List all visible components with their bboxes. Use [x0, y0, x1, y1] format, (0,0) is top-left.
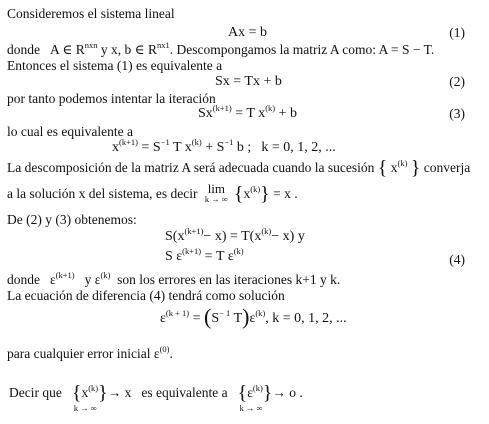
iteration-sentence: por tanto podemos intentar la iteración — [7, 91, 216, 106]
limit-sequence-sup: (k) — [250, 184, 261, 194]
equation-2-number: (2) — [449, 74, 465, 89]
close-brace: } — [260, 183, 270, 205]
close-brace: } — [410, 157, 421, 179]
eq5-epsilon-sup: (k + 1) — [165, 308, 190, 318]
difference-line — [7, 288, 285, 304]
equation-1-text: Ax = b — [228, 25, 268, 40]
equation-2-text: Sx = Tx + b — [215, 74, 282, 89]
xb-membership: y x, b ∈ R — [100, 42, 158, 57]
lim-word: lim — [207, 181, 226, 196]
eq4b-left-sup: (k+1) — [182, 246, 202, 256]
eq3-left: Sx — [198, 106, 213, 121]
close-brace: } — [262, 382, 273, 404]
equivalent-line — [7, 124, 133, 140]
eq4b-left: S ε — [165, 249, 183, 264]
error-and-k: y ε — [84, 272, 101, 287]
eq5-t: T — [233, 311, 243, 326]
errors-description: son los errores en las iteraciones k+1 y k. — [117, 272, 341, 287]
sequence-x-sup: (k) — [397, 158, 408, 168]
open-brace: { — [377, 157, 388, 179]
eq4a-mid-sup: (k) — [261, 226, 272, 236]
sequence-x: x — [390, 160, 398, 175]
final-x: x — [81, 385, 89, 400]
xb-dimension: nx1 — [157, 40, 170, 50]
eq4b-mid: = T ε — [204, 249, 234, 264]
equivalent-sentence: lo cual es equivalente a — [7, 124, 133, 139]
open-paren: ( — [204, 304, 212, 329]
decomposition-statement: . Descompongamos la matriz A como: A = S − T. — [169, 42, 435, 57]
final-subscript-2: k → ∞ — [239, 403, 263, 413]
equation-4-number: (4) — [449, 252, 465, 267]
a-dimension: nxn — [84, 40, 98, 50]
iter-plus-s: + S — [205, 140, 225, 155]
equation-5 — [160, 304, 347, 329]
eq5-s: S — [211, 311, 220, 326]
eq4a-mid: − x) = T(x — [203, 229, 262, 244]
initial-error-sentence: para cualquier error inicial — [7, 346, 151, 361]
open-brace: { — [237, 382, 248, 404]
iter-x: x — [112, 140, 119, 155]
difference-sentence: La ecuación de diferencia (4) tendrá como solución — [7, 288, 285, 303]
close-paren: ) — [242, 304, 250, 329]
iter-tx-sup: (k) — [191, 137, 202, 147]
eq3-mid: = T x — [235, 106, 266, 121]
then-line — [7, 58, 222, 74]
intro-sentence: Consideremos el sistema lineal — [7, 6, 175, 21]
solution-line — [7, 183, 298, 205]
final-x-sup: (k) — [88, 383, 99, 393]
eq3-mid-sup: (k) — [265, 103, 276, 113]
limit-sequence-x: x — [243, 186, 251, 201]
donde-word: donde — [7, 42, 40, 57]
eq4a-right: − x) y — [271, 229, 305, 244]
limit-equals-x: = x . — [273, 186, 298, 201]
eq5-epsilon: ε — [160, 311, 166, 326]
iteration-formula — [112, 137, 336, 156]
error-k-sup: (k) — [100, 270, 111, 280]
initial-epsilon-sup: (0) — [159, 344, 170, 354]
decomposition-sentence: La descomposición de la matriz A será adecuada cuando la sucesión — [7, 160, 375, 175]
equation-4a — [165, 226, 305, 245]
iter-s2-inverse: −1 — [224, 137, 234, 147]
iter-eq-s: = S — [141, 140, 161, 155]
final-arrow-x: → x — [107, 385, 132, 400]
lim-subscript: k → ∞ — [204, 194, 228, 204]
error-k1: ε — [50, 272, 56, 287]
intro-text — [7, 6, 175, 22]
sequence-limit-epsilon — [237, 382, 273, 413]
iter-b: b ; — [236, 140, 252, 155]
equation-1-number: (1) — [449, 25, 465, 40]
limit-operator — [205, 183, 228, 205]
eq5-epsilon-k: ε — [249, 311, 256, 326]
eq5-epsilon-k-sup: (k) — [255, 308, 266, 318]
eq5-equals: = — [192, 311, 201, 326]
final-arrow-zero: → o . — [272, 385, 303, 400]
final-subscript: k → ∞ — [73, 403, 97, 413]
equation-3 — [198, 103, 298, 122]
open-brace: { — [233, 183, 244, 205]
decomposition-line — [7, 157, 471, 179]
eq4b-mid-sup: (k) — [233, 246, 244, 256]
sequence-limit-x — [71, 382, 108, 413]
final-decir: Decir que — [9, 385, 62, 400]
errors-donde: donde — [7, 272, 40, 287]
eq4a-left: S(x — [165, 229, 185, 244]
from-sentence: De (2) y (3) obtenemos: — [7, 212, 137, 227]
iter-s-inverse: −1 — [160, 137, 170, 147]
equation-4b — [165, 246, 244, 265]
final-equivalent: es equivalente a — [141, 385, 228, 400]
eq3-left-sup: (k+1) — [212, 103, 232, 113]
eq5-k-range: , k = 0, 1, 2, ... — [265, 311, 347, 326]
a-membership: A ∈ R — [50, 42, 85, 57]
iter-tx: T x — [172, 140, 192, 155]
converge-word: converja — [423, 160, 471, 175]
equation-2 — [215, 74, 282, 90]
error-k1-sup: (k+1) — [55, 270, 75, 280]
iteration-line — [7, 91, 216, 107]
errors-line — [7, 272, 340, 288]
final-epsilon: ε — [247, 385, 253, 400]
then-sentence: Entonces el sistema (1) es equivalente a — [7, 58, 223, 73]
equation-3-number: (3) — [449, 106, 465, 121]
equation-1 — [228, 25, 267, 41]
solution-sentence: a la solución x del sistema, es decir — [7, 186, 198, 201]
eq4a-left-sup: (k+1) — [184, 226, 204, 236]
initial-epsilon: ε — [153, 346, 160, 361]
final-epsilon-sup: (k) — [252, 383, 263, 393]
iter-k-range: k = 0, 1, 2, ... — [261, 140, 336, 155]
eq5-s-inverse: − 1 — [219, 308, 231, 318]
close-brace: } — [98, 382, 108, 404]
initial-error-line — [7, 346, 173, 362]
from-line — [7, 212, 137, 228]
open-brace: { — [71, 382, 82, 404]
initial-period: . — [169, 346, 173, 361]
eq3-right: + b — [278, 106, 298, 121]
definition-line — [7, 42, 434, 58]
final-line — [9, 382, 303, 413]
iter-x-sup: (k+1) — [119, 137, 138, 147]
